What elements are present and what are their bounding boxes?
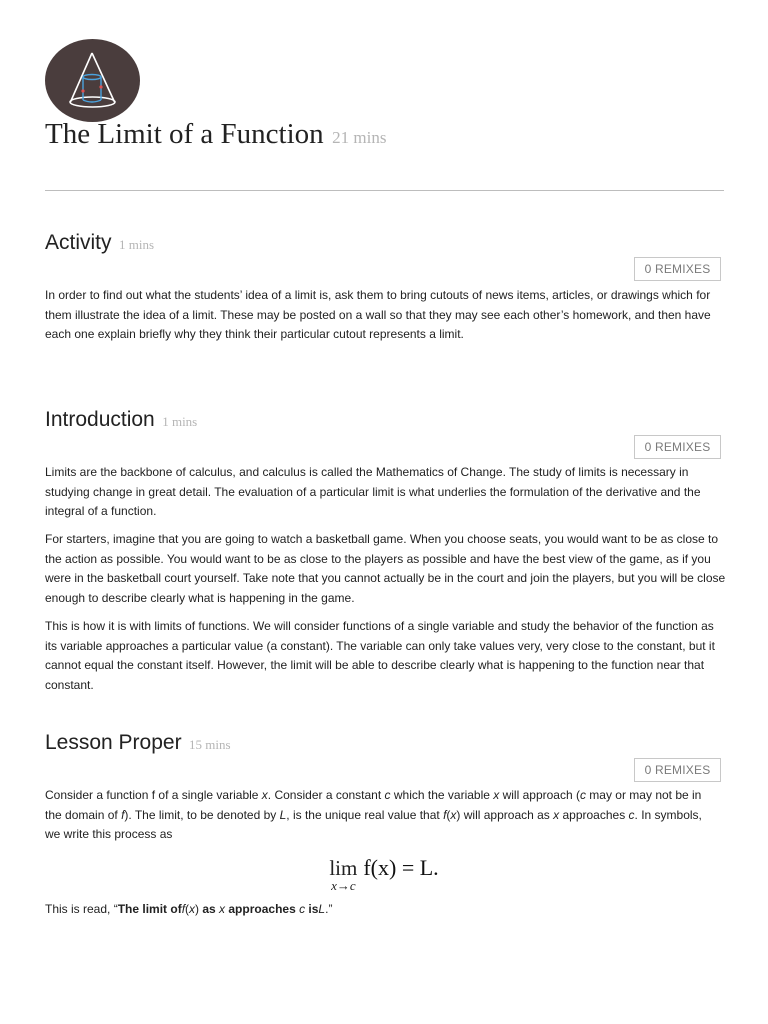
limit-formula [0, 855, 768, 891]
divider [45, 190, 724, 191]
section-duration: 1 mins [118, 237, 155, 252]
section-header-lesson-proper [45, 731, 231, 755]
remixes-button[interactable]: 0 REMIXES [634, 435, 721, 459]
limit-operator: lim x→c [329, 856, 358, 893]
limit-reading: This is read, “The limit off(x) as x approaches c isL.” [45, 902, 333, 916]
lesson-proper-paragraph: Consider a function f of a single variable x. Consider a constant c which the variable x will approach (c may or may not be in the domain of f). The limit, to be denoted by L, is the unique real value that f(x) will approach as x approaches c. In symbols, we write this process as [45, 788, 702, 841]
remixes-button[interactable]: 0 REMIXES [634, 257, 721, 281]
section-duration: 1 mins [162, 414, 198, 429]
section-title: Lesson Proper [45, 731, 182, 754]
section-duration: 15 mins [189, 737, 231, 752]
page-title: The Limit of a Function [45, 118, 324, 150]
section-title: Activity [45, 231, 112, 254]
cone-logo-icon [45, 39, 140, 122]
intro-paragraph-2: For starters, imagine that you are going to watch a basketball game. When you choose seats, you would want to be as close to the action as possible. You would want to be as close to the players as possible and have the best view of the game, as if you were in the basketball court yourself. Take note that you cannot actually be in the court and join the players, but you will be close enough to describe clearly what is happening in the game. [45, 532, 726, 605]
lesson-duration: 21 mins [332, 128, 387, 147]
intro-paragraph-1: Limits are the backbone of calculus, and calculus is called the Mathematics of Change. The study of limits is necessary in studying change in great detail. The evaluation of a particular limit is what underlies the formulation of the derivative and the integral of a function. [45, 465, 701, 518]
limit-expression: f(x) = L. [363, 855, 439, 880]
section-header-activity [45, 231, 154, 255]
activity-paragraph: In order to find out what the students’ idea of a limit is, ask them to bring cutouts of news items, articles, or drawings which for them illustrate the idea of a limit. These may be posted on a wall so that they may see each other’s homework, and then have each one explain briefly why they think their particular cutout represents a limit. [45, 288, 711, 341]
section-header-introduction [45, 408, 197, 432]
remixes-button[interactable]: 0 REMIXES [634, 758, 721, 782]
lesson-header [45, 118, 386, 151]
intro-paragraph-3: This is how it is with limits of functions. We will consider functions of a single variable and study the behavior of the function as its variable approaches a particular value (a constant). The variable can only take values very, very close to the constant, but it cannot equal the constant itself. However, the limit will be able to describe clearly what is happening to the function near that constant. [45, 619, 715, 692]
section-title: Introduction [45, 408, 155, 431]
